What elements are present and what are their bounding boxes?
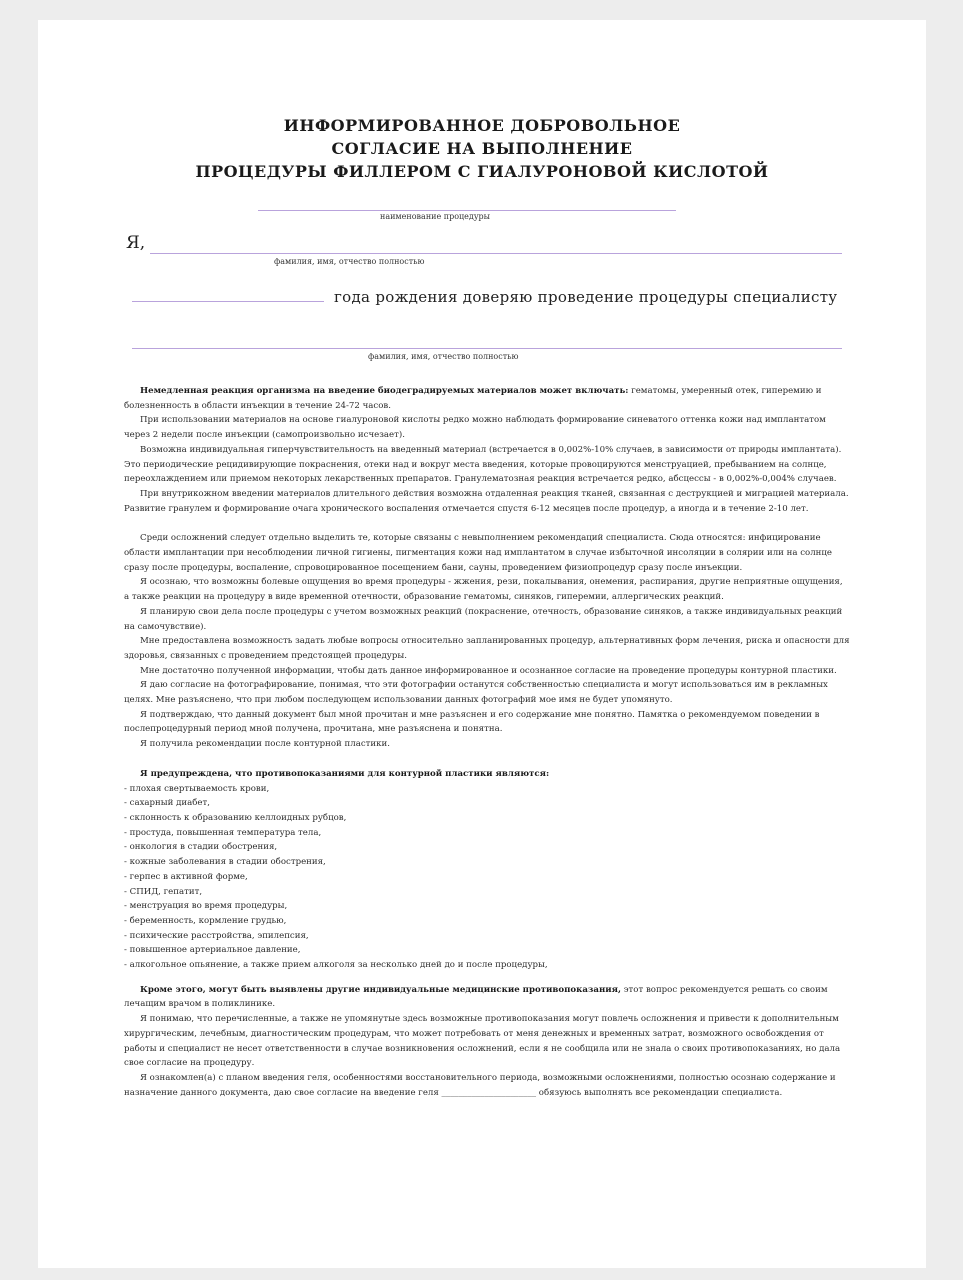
paragraph-photo-consent: Я даю согласие на фотографирование, понимая, что эти фотографии останутся собственностью специалиста и могут использоваться им в рекламных целях. Мне разъяснено, что при любом последующем использовании данных фотографий мое имя не будет упомянуто.	[124, 680, 828, 706]
paragraph-questions: Мне предоставлена возможность задать любые вопросы относительно запланированных процедур, альтернативных форм лечения, риска и опасности для здоровья, связанных с проведением предстоящей процедуры.	[124, 636, 850, 661]
paragraph-understanding: Я понимаю, что перечисленные, а также не упомянутые здесь возможные противопоказания могут повлечь осложнения и привести к дополнительным хирургическим, лечебным, диагностическим процедурам, что может потребовать от меня денежных и временных затрат, возможного освобождения от работы и специалист не несет ответственности в случае возникновения осложнений, если я не сообщила или не знала о своих противопоказаниях, но дала свое согласие на процедуру.	[124, 1014, 841, 1069]
paragraph-intradermal: При внутрикожном введении материалов длительного действия возможна отдаленная реакция тканей, связанная с деструкцией и миграцией материала. Развитие гранулем и формирование очага хронического воспаления отмечается спустя 6-12 месяцев после процедур, а иногда и в течение 2-10 лет.	[124, 488, 849, 514]
paragraph-planning: Я планирую свои дела после процедуры с учетом возможных реакций (покраснение, отечность, образование синяков, а также индивидуальных реакций на самочувствие).	[124, 606, 843, 632]
paragraph-hyaluronic: При использовании материалов на основе гиалуроновой кислоты редко можно наблюдать формирование синеватого оттенка кожи над имплантатом через 2 недели после инъекции (самопроизвольно исчезает).	[124, 415, 826, 441]
ya-label: Я,	[126, 233, 146, 253]
patient-fio-caption: фамилия, имя, отчество полностью	[274, 257, 425, 266]
paragraph-pain: Я осознаю, что возможны болевые ощущения во время процедуры - жжения, рези, покалывания, онемения, распирания, другие неприятные ощущения, а также реакции на процедуру в виде временной отечности, образование гематомы, синяков, гиперемии, аллергических реакций.	[124, 577, 843, 603]
paragraph-other-contraindications-bold: Кроме этого, могут быть выявлены другие индивидуальные медицинские противопоказания,	[140, 984, 621, 995]
contraindications-heading-text: Я предупреждена, что противопоказаниями для контурной пластики являются:	[140, 768, 550, 779]
contraindications-heading	[124, 767, 850, 782]
paragraph-immediate-reaction-bold: Немедленная реакция организма на введение биодеградируемых материалов может включать:	[140, 386, 629, 396]
list-item: - сахарный диабет,	[124, 798, 210, 809]
list-item: - беременность, кормление грудью,	[124, 915, 287, 926]
paragraph-immediate-reaction-text: гематомы, умеренный отек, гиперемию и болезненность в области инъекции в течение 24-72 часов.	[124, 386, 822, 411]
paragraph-immediate-reaction	[124, 384, 850, 413]
list-item: - СПИД, гепатит,	[124, 886, 203, 897]
list-item: - менструация во время процедуры,	[124, 901, 288, 912]
document-title	[38, 114, 926, 183]
paragraph-enough-info: Мне достаточно полученной информации, чтобы дать данное информированное и осознанное согласие на проведение процедуры контурной пластики.	[140, 665, 837, 676]
paragraph-hypersensitivity: Возможна индивидуальная гиперчувствительность на введенный материал (встречается в 0,002%-10% случаев, в зависимости от природы имплантата). Это периодические рецидивирующие покраснения, отеки над и вокруг места введения, которые провоцируются менструацией, пребыванием на солнце, переохлаждением или приемом некоторых лекарственных препаратов. Гранулематозная реакция встречается редко, абсцессы - в 0,002%-0,004% случаев.	[124, 444, 842, 485]
title-line-1: ИНФОРМИРОВАННОЕ ДОБРОВОЛЬНОЕ	[283, 116, 681, 135]
procedure-name-line[interactable]	[258, 210, 676, 211]
list-item: - простуда, повышенная температура тела,	[124, 827, 322, 838]
list-item: - герпес в активной форме,	[124, 871, 248, 882]
specialist-fio-caption: фамилия, имя, отчество полностью	[368, 352, 519, 361]
paragraph-complications: Среди осложнений следует отдельно выделить те, которые связаны с невыполнением рекомендаций специалиста. Сюда относятся: инфицирование области имплантации при несоблюдении личной гигиены, пигментация кожи над имплантатом в случае избыточной инсоляции в солярии или на солнце сразу после процедуры, воспаление, спровоцированное посещением бани, сауны, проведением физиопроцедур сразу после инъекции.	[124, 533, 832, 573]
paragraph-other-contraindications-text: этот вопрос рекомендуется решать со своим лечащим врачом в поликлинике.	[124, 984, 828, 1010]
document-body	[124, 384, 850, 1100]
birth-year-line[interactable]	[132, 301, 324, 302]
list-item: - кожные заболевания в стадии обострения,	[124, 857, 326, 868]
document-page	[38, 20, 926, 1268]
list-item: - повышенное артериальное давление,	[124, 945, 301, 956]
list-item: - плохая свертываемость крови,	[124, 783, 270, 794]
title-line-2: СОГЛАСИЕ НА ВЫПОЛНЕНИЕ	[331, 139, 633, 158]
paragraph-acquainted: Я ознакомлен(а) с планом введения геля, особенностями восстановительного периода, возможными осложнениями, полностью осознаю содержание и назначение данного документа, даю свое согласие на введение геля ______________________ обязуюсь выполнять все рекомендации специалиста.	[124, 1072, 836, 1098]
paragraph-other-contraindications	[124, 983, 850, 1012]
contraindications-list	[124, 782, 850, 973]
specialist-fio-line[interactable]	[132, 348, 842, 349]
list-item: - склонность к образованию келлоидных рубцов,	[124, 812, 347, 823]
list-item: - онкология в стадии обострения,	[124, 842, 278, 853]
procedure-name-caption: наименование процедуры	[380, 212, 491, 221]
list-item: - психические расстройства, эпилепсия,	[124, 930, 309, 941]
birth-year-text: года рождения доверяю проведение процедуры специалисту	[334, 288, 838, 306]
paragraph-confirm-read: Я подтверждаю, что данный документ был мной прочитан и мне разъяснен и его содержание мне понятно. Памятка о рекомендуемом поведении в послепроцедурный период мной получена, прочитана, мне разъяснена и понятна.	[124, 709, 820, 735]
patient-fio-line[interactable]	[150, 253, 842, 254]
title-line-3: ПРОЦЕДУРЫ ФИЛЛЕРОМ С ГИАЛУРОНОВОЙ КИСЛОТОЙ	[195, 162, 769, 181]
list-item: - алкогольное опьянение, а также прием алкоголя за несколько дней до и после процедуры,	[124, 960, 548, 971]
paragraph-recommendations: Я получила рекомендации после контурной пластики.	[140, 739, 390, 750]
